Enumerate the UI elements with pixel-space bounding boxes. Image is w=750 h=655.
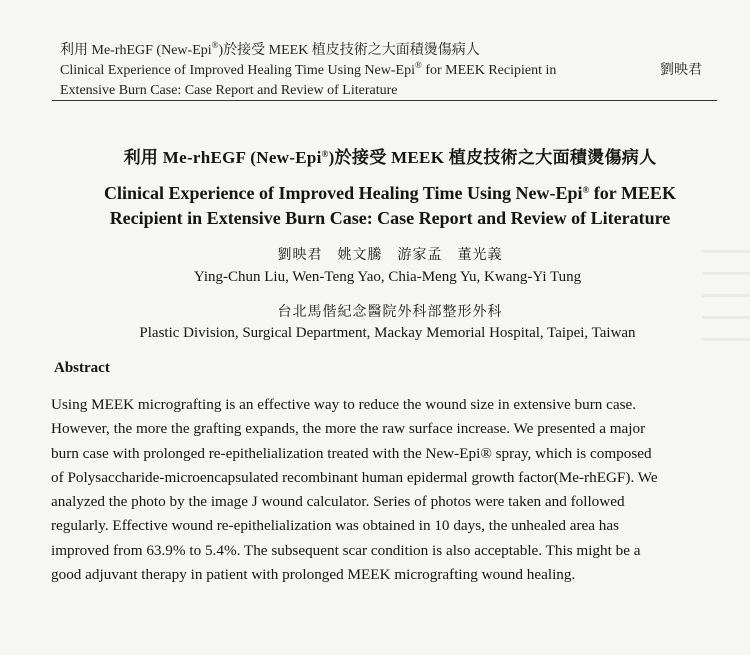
paper-title-en-line1: Clinical Experience of Improved Healing Time Using New-Epi® for MEEK <box>104 183 676 203</box>
paper-title-zh: 利用 Me-rhEGF (New-Epi®)於接受 MEEK 植皮技術之大面積燙傷病人 <box>123 148 657 167</box>
running-head-en-line1: Clinical Experience of Improved Healing Time Using New-Epi® for MEEK Recipient in <box>60 60 557 78</box>
paper-title-en-line2: Recipient in Extensive Burn Case: Case Report and Review of Literature <box>109 208 671 228</box>
abstract-line: of Polysaccharide-microencapsulated recombinant human epidermal growth factor(Me-rhEGF). We <box>51 468 658 486</box>
authors-zh: 劉映君 姚文騰 游家孟 董光義 <box>277 248 503 263</box>
abstract-line: regularly. Effective wound re-epithelialization was obtained in 10 days, the unhealed area has <box>51 517 620 535</box>
abstract-line: good adjuvant therapy in patient with prolonged MEEK micrografting wound healing. <box>51 566 576 584</box>
authors-en: Ying-Chun Liu, Wen-Teng Yao, Chia-Meng Yu, Kwang-Yi Tung <box>193 269 582 285</box>
abstract-body <box>51 393 741 587</box>
abstract-line: analyzed the photo by the image J wound calculator. Series of photos were taken and followed <box>51 493 625 511</box>
running-head-author: 劉映君 <box>660 63 702 78</box>
abstract-line: burn case with prolonged re-epithelialization treated with the New-Epi® spray, which is composed <box>51 444 652 462</box>
paper-title-en <box>0 181 750 231</box>
running-head-zh-title: 利用 Me-rhEGF (New-Epi®)於接受 MEEK 植皮技術之大面積燙傷病人 <box>60 40 480 58</box>
affiliation-en: Plastic Division, Surgical Department, Mackay Memorial Hospital, Taipei, Taiwan <box>139 325 636 341</box>
header-divider <box>52 100 717 101</box>
bleed-through-shadow <box>702 250 750 360</box>
abstract-line: Using MEEK micrografting is an effective way to reduce the wound size in extensive burn case. <box>51 396 637 413</box>
abstract-line: However, the more the grafting expands, the more the raw surface increase. We presented a major <box>51 420 646 438</box>
abstract-line: improved from 63.9% to 5.4%. The subsequent scar condition is also acceptable. This might be a <box>51 541 641 559</box>
abstract-heading: Abstract <box>54 360 110 376</box>
running-head-en-line2: Extensive Burn Case: Case Report and Review of Literature <box>60 83 398 98</box>
running-head <box>60 41 710 101</box>
affiliation-zh: 台北馬偕紀念醫院外科部整形外科 <box>277 305 503 320</box>
